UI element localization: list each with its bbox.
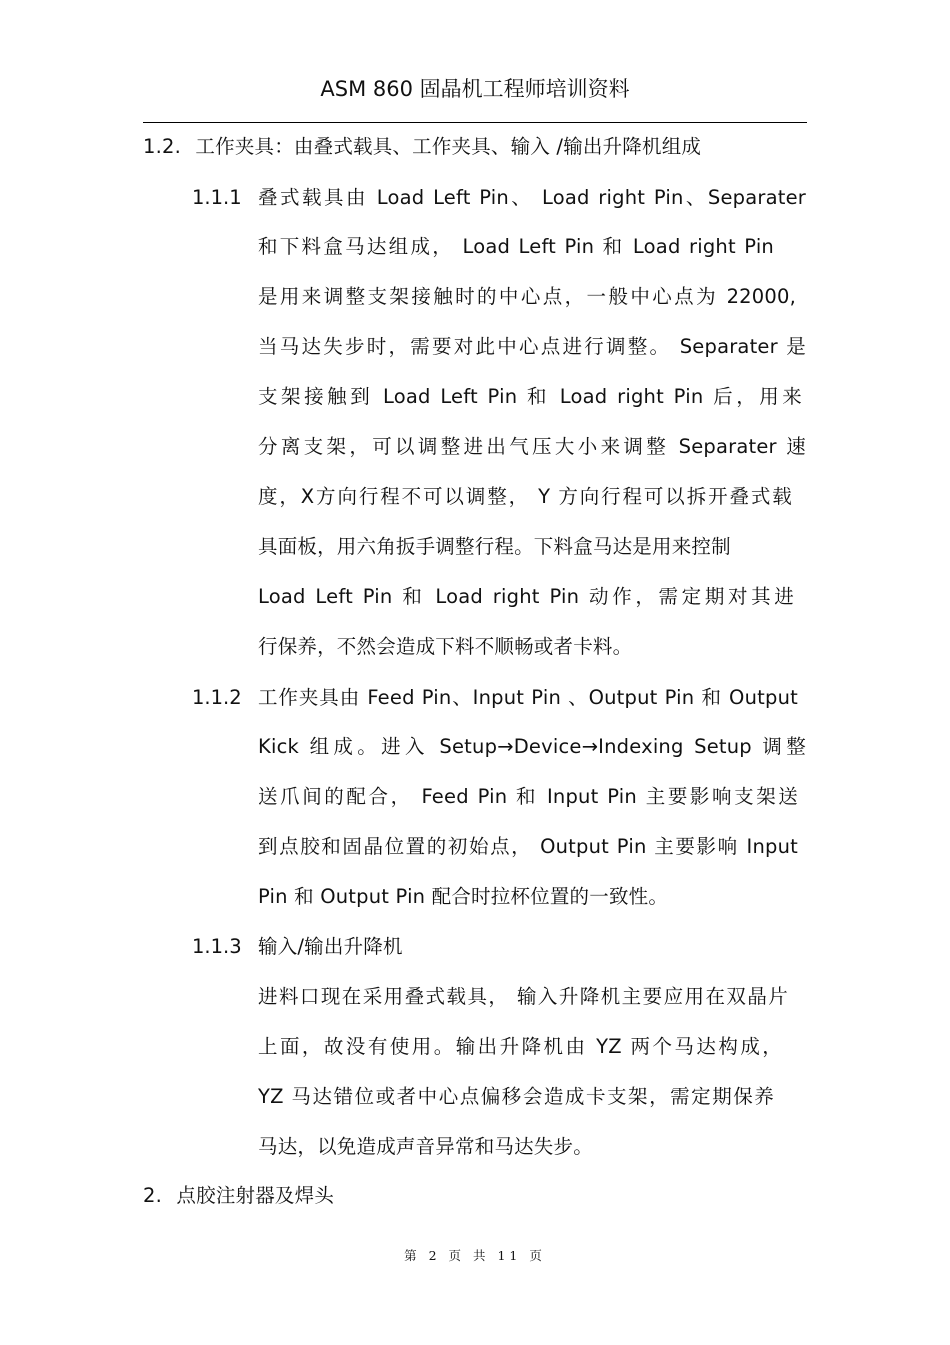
paragraph-line: Load Left Pin 和 Load right Pin 动作，需定期对其进: [258, 585, 794, 608]
section-1-2-heading: [143, 132, 701, 162]
section-1-1-3-number: 1.1.3: [192, 935, 242, 958]
paragraph-line: 上面，故没有使用。输出升降机由 YZ 两个马达构成，: [258, 1035, 782, 1058]
section-1-1-3-title: 输入/输出升降机: [258, 935, 403, 958]
section-number: 1.2.: [143, 135, 182, 158]
section-title: 点胶注射器及焊头: [176, 1184, 335, 1207]
page-header: ASM 860 固晶机工程师培训资料: [320, 77, 630, 101]
paragraph-line: 叠式载具由 Load Left Pin、 Load right Pin、Separater: [258, 186, 806, 209]
paragraph-line: 支架接触到 Load Left Pin 和 Load right Pin 后，用来: [258, 385, 802, 408]
paragraph-line: YZ 马达错位或者中心点偏移会造成卡支架，需定期保养: [258, 1085, 774, 1108]
header-rule: [143, 122, 807, 123]
paragraph-line: 进料口现在采用叠式载具， 输入升降机主要应用在双晶片: [258, 985, 788, 1008]
paragraph-line: 工作夹具由 Feed Pin、Input Pin 、Output Pin 和 Output: [258, 686, 798, 709]
page-footer: 第 2 页 共 11 页: [404, 1248, 546, 1263]
section-number: 2.: [143, 1184, 163, 1207]
paragraph-line: 和下料盒马达组成， Load Left Pin 和 Load right Pin: [258, 235, 774, 258]
paragraph-line: 分离支架，可以调整进出气压大小来调整 Separater 速: [258, 435, 806, 458]
paragraph-line: 具面板，用六角扳手调整行程。下料盒马达是用来控制: [258, 535, 731, 558]
paragraph-line: 当马达失步时，需要对此中心点进行调整。 Separater 是: [258, 335, 806, 358]
paragraph-line: 度，X方向行程不可以调整， Y 方向行程可以拆开叠式载: [258, 485, 792, 508]
paragraph-line: 送爪间的配合， Feed Pin 和 Input Pin 主要影响支架送: [258, 785, 798, 808]
paragraph-line: 是用来调整支架接触时的中心点，一般中心点为 22000,: [258, 285, 796, 308]
paragraph-line: Kick 组成。进入 Setup→Device→Indexing Setup 调整: [258, 735, 806, 758]
section-title: 工作夹具：由叠式载具、工作夹具、输入 /输出升降机组成: [195, 135, 702, 158]
section-2-heading: [143, 1181, 334, 1211]
paragraph-line: Pin 和 Output Pin 配合时拉杯位置的一致性。: [258, 885, 669, 908]
section-1-1-1-number: 1.1.1: [192, 186, 242, 209]
paragraph-line: 到点胶和固晶位置的初始点， Output Pin 主要影响 Input: [258, 835, 798, 858]
paragraph-line: 马达，以免造成声音异常和马达失步。: [258, 1135, 593, 1158]
paragraph-line: 行保养，不然会造成下料不顺畅或者卡料。: [258, 635, 633, 658]
section-1-1-2-number: 1.1.2: [192, 686, 242, 709]
